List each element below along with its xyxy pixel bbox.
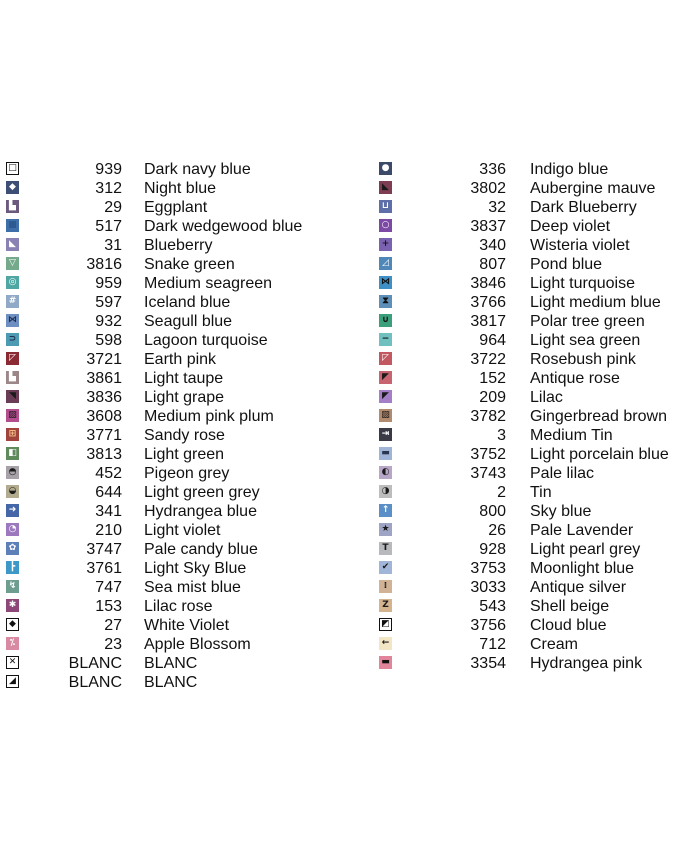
- thread-color-name: BLANC: [144, 674, 198, 691]
- thread-color-name: Indigo blue: [530, 161, 609, 178]
- thread-number: 3354: [470, 655, 506, 672]
- legend-row: [373, 388, 700, 407]
- legend-row: [373, 483, 700, 502]
- legend-row: [373, 502, 700, 521]
- legend-row: [373, 635, 700, 654]
- bar-icon: ▬: [379, 447, 392, 460]
- thread-color-name: Medium pink plum: [144, 408, 274, 425]
- thread-number: 312: [95, 180, 122, 197]
- thread-number: BLANC: [68, 674, 122, 691]
- thread-color-name: Dark navy blue: [144, 161, 251, 178]
- thread-number: 3756: [470, 617, 506, 634]
- thread-color-name: Light Sky Blue: [144, 560, 247, 577]
- thread-number: 800: [479, 503, 506, 520]
- legend-row: [0, 464, 330, 483]
- legend-row: [373, 312, 700, 331]
- corner-wedge-icon: ◢: [6, 675, 19, 688]
- thread-color-name: Shell beige: [530, 598, 610, 615]
- thread-number: 2: [497, 484, 506, 501]
- thread-number: 152: [479, 370, 506, 387]
- corner-block-icon: ▙: [6, 200, 19, 213]
- hatched-square-icon: ▨: [379, 409, 392, 422]
- thread-number: 959: [95, 275, 122, 292]
- minus-icon: −: [379, 333, 392, 346]
- legend-row: [373, 236, 700, 255]
- legend-row: [373, 464, 700, 483]
- swirl-icon: ◔: [6, 523, 19, 536]
- thread-color-name: Dark wedgewood blue: [144, 218, 303, 235]
- thread-number: 3782: [470, 408, 506, 425]
- legend-row: [0, 502, 330, 521]
- thread-number: 597: [95, 294, 122, 311]
- plus-icon: +: [379, 238, 392, 251]
- thread-color-name: Rosebush pink: [530, 351, 636, 368]
- hatched-square-icon: ▨: [6, 409, 19, 422]
- thread-color-name: Iceland blue: [144, 294, 231, 311]
- thread-color-name: Antique silver: [530, 579, 627, 596]
- legend-row: [373, 654, 700, 673]
- legend-row: [0, 540, 330, 559]
- thread-number: 3836: [86, 389, 122, 406]
- half-circle-icon: ◓: [6, 466, 19, 479]
- legend-row: [373, 350, 700, 369]
- thread-color-name: Dark Blueberry: [530, 199, 637, 216]
- legend-row: [373, 540, 700, 559]
- thread-color-name: Pond blue: [530, 256, 603, 273]
- legend-row: [373, 445, 700, 464]
- thread-color-name: Sandy rose: [144, 427, 225, 444]
- thread-color-name: Antique rose: [530, 370, 620, 387]
- half-diagonal-icon: ◥: [6, 390, 19, 403]
- legend-row: [0, 673, 330, 692]
- legend-row: [373, 426, 700, 445]
- thread-number: 928: [479, 541, 506, 558]
- half-moon-icon: ◐: [379, 466, 392, 479]
- thread-color-name: Pale lilac: [530, 465, 595, 482]
- thread-number: 543: [479, 598, 506, 615]
- thread-color-name: Eggplant: [144, 199, 208, 216]
- thread-color-name: Pale candy blue: [144, 541, 258, 558]
- legend-row: [0, 654, 330, 673]
- legend-row: [373, 274, 700, 293]
- legend-row: [373, 578, 700, 597]
- legend-row: [373, 160, 700, 179]
- thread-number: 27: [104, 617, 122, 634]
- horseshoe-icon: ⊃: [6, 333, 19, 346]
- thread-color-name: Sea mist blue: [144, 579, 241, 596]
- thread-number: 964: [479, 332, 506, 349]
- thread-number: 3: [497, 427, 506, 444]
- thread-color-name: Light turquoise: [530, 275, 635, 292]
- legend-column-left: [0, 160, 330, 692]
- thread-color-name: Wisteria violet: [530, 237, 630, 254]
- thread-color-name: Blueberry: [144, 237, 213, 254]
- legend-row: [373, 369, 700, 388]
- star-icon: ★: [379, 523, 392, 536]
- thread-number: 209: [479, 389, 506, 406]
- thread-number: 3747: [86, 541, 122, 558]
- thread-legend: [0, 160, 700, 700]
- thread-color-name: Snake green: [144, 256, 235, 273]
- circle-icon: ●: [379, 162, 392, 175]
- thread-color-name: Light medium blue: [530, 294, 661, 311]
- legend-row: [0, 255, 330, 274]
- legend-row: [0, 160, 330, 179]
- thread-number: 807: [479, 256, 506, 273]
- lilac-diagonal-icon: ◤: [379, 390, 392, 403]
- thread-number: 3033: [470, 579, 506, 596]
- thread-color-name: Hydrangea blue: [144, 503, 257, 520]
- thread-color-name: Light sea green: [530, 332, 641, 349]
- thread-number: 341: [95, 503, 122, 520]
- check-icon: ✔: [379, 561, 392, 574]
- square-icon: ■: [6, 219, 19, 232]
- bowtie-icon: ⋈: [8, 315, 17, 325]
- legend-row: [0, 426, 330, 445]
- thread-number: 32: [488, 199, 506, 216]
- thread-number: 31: [104, 237, 122, 254]
- legend-row: [373, 217, 700, 236]
- cup-icon: ∪: [379, 314, 392, 327]
- thread-number: 336: [479, 161, 506, 178]
- thread-color-name: Seagull blue: [144, 313, 233, 330]
- dots-icon: ⁞: [379, 580, 392, 593]
- thread-number: 3753: [470, 560, 506, 577]
- arrow-left-icon: ←: [379, 637, 392, 650]
- thread-color-name: Light green grey: [144, 484, 260, 501]
- legend-row: [0, 407, 330, 426]
- thread-number: 3761: [86, 560, 122, 577]
- thread-number: 712: [479, 636, 506, 653]
- empty-square-icon: □: [6, 162, 19, 175]
- thread-number: 452: [95, 465, 122, 482]
- thread-number: 340: [479, 237, 506, 254]
- thread-color-name: Pale Lavender: [530, 522, 634, 539]
- legend-column-right: [373, 160, 700, 673]
- thread-number: 210: [95, 522, 122, 539]
- legend-row: [0, 217, 330, 236]
- legend-row: [373, 179, 700, 198]
- split-square-icon: ◧: [6, 447, 19, 460]
- thread-number: 3802: [470, 180, 506, 197]
- thread-color-name: Deep violet: [530, 218, 611, 235]
- thread-color-name: Light violet: [144, 522, 221, 539]
- legend-row: [0, 293, 330, 312]
- thread-color-name: White Violet: [144, 617, 230, 634]
- flower-icon: ✿: [6, 542, 19, 555]
- thread-color-name: Aubergine mauve: [530, 180, 656, 197]
- z-icon: Z: [379, 599, 392, 612]
- thread-color-name: Polar tree green: [530, 313, 645, 330]
- t-icon: T: [379, 542, 392, 555]
- thread-color-name: BLANC: [144, 655, 198, 672]
- legend-row: [0, 635, 330, 654]
- thread-color-name: Light green: [144, 446, 225, 463]
- t-bar-icon: ┣: [6, 561, 19, 574]
- thread-color-name: Lilac: [530, 389, 563, 406]
- thread-number: 23: [104, 636, 122, 653]
- thread-number: 3721: [86, 351, 122, 368]
- thread-color-name: Apple Blossom: [144, 636, 251, 653]
- thread-number: 3861: [86, 370, 122, 387]
- corner-triangle-icon: ◸: [6, 352, 19, 365]
- legend-row: [373, 597, 700, 616]
- thread-number: 29: [104, 199, 122, 216]
- thread-color-name: Lilac rose: [144, 598, 213, 615]
- diamond-icon: ◆: [6, 181, 19, 194]
- bottom-half-circle-icon: ◒: [6, 485, 19, 498]
- thread-number: BLANC: [68, 655, 122, 672]
- cross-icon: ✕: [6, 656, 19, 669]
- down-triangle-icon: ▽: [6, 257, 19, 270]
- legend-row: [373, 255, 700, 274]
- ring-icon: ○: [379, 219, 392, 232]
- legend-row: [0, 483, 330, 502]
- thread-number: 3816: [86, 256, 122, 273]
- thread-color-name: Hydrangea pink: [530, 655, 643, 672]
- legend-row: [0, 179, 330, 198]
- thread-number: 747: [95, 579, 122, 596]
- legend-row: [0, 236, 330, 255]
- legend-row: [0, 521, 330, 540]
- plus-box-icon: ⊞: [6, 428, 19, 441]
- thread-number: 517: [95, 218, 122, 235]
- thread-number: 939: [95, 161, 122, 178]
- thread-number: 3752: [470, 446, 506, 463]
- legend-row: [0, 616, 330, 635]
- corner-triangle-icon: ◸: [379, 352, 392, 365]
- thread-number: 3743: [470, 465, 506, 482]
- hourglass-icon: ⧗: [379, 295, 392, 308]
- legend-row: [373, 559, 700, 578]
- thread-number: 3771: [86, 427, 122, 444]
- double-stroke-icon: ⁒: [6, 637, 19, 650]
- thread-color-name: Light grape: [144, 389, 225, 406]
- thread-color-name: Tin: [530, 484, 552, 501]
- legend-row: [373, 407, 700, 426]
- thread-number: 3722: [470, 351, 506, 368]
- hash-icon: #: [6, 295, 19, 308]
- legend-row: [0, 198, 330, 217]
- thread-number: 598: [95, 332, 122, 349]
- thread-color-name: Sky blue: [530, 503, 592, 520]
- thread-color-name: Gingerbread brown: [530, 408, 667, 425]
- thread-number: 26: [488, 522, 506, 539]
- zigzag-icon: ↯: [6, 580, 19, 593]
- legend-row: [0, 350, 330, 369]
- thread-color-name: Night blue: [144, 180, 217, 197]
- legend-row: [0, 331, 330, 350]
- thread-color-name: Light taupe: [144, 370, 224, 387]
- thread-number: 3608: [86, 408, 122, 425]
- legend-row: [0, 559, 330, 578]
- thread-number: 153: [95, 598, 122, 615]
- legend-row: [373, 293, 700, 312]
- slash-triangle-icon: ◿: [379, 257, 392, 270]
- diagonal-split-icon: ◩: [379, 618, 392, 631]
- half-diagonal-icon: ◤: [379, 371, 392, 384]
- thread-number: 3813: [86, 446, 122, 463]
- legend-row: [0, 369, 330, 388]
- corner-block-icon: ▙: [6, 371, 19, 384]
- legend-row: [0, 445, 330, 464]
- thread-color-name: Earth pink: [144, 351, 217, 368]
- bowtie-icon: ⋈: [381, 277, 390, 287]
- thread-color-name: Lagoon turquoise: [144, 332, 268, 349]
- triangle-icon: ◣: [6, 238, 19, 251]
- legend-row: [373, 521, 700, 540]
- thread-number: 3766: [470, 294, 506, 311]
- triangle-icon: ◣: [379, 181, 392, 194]
- legend-row: [373, 616, 700, 635]
- legend-row: [0, 578, 330, 597]
- legend-row: [0, 597, 330, 616]
- cup-box-icon: ⊔: [379, 200, 392, 213]
- thread-number: 3817: [470, 313, 506, 330]
- thread-number: 3837: [470, 218, 506, 235]
- bar-icon: ▬: [379, 656, 392, 669]
- legend-row: [373, 198, 700, 217]
- black-diamond-icon: ◆: [6, 618, 19, 631]
- legend-row: [0, 388, 330, 407]
- legend-row: [0, 312, 330, 331]
- thread-color-name: Cloud blue: [530, 617, 607, 634]
- thread-color-name: Medium Tin: [530, 427, 613, 444]
- arrow-right-icon: ➜: [6, 504, 19, 517]
- thread-color-name: Pigeon grey: [144, 465, 230, 482]
- legend-row: [373, 331, 700, 350]
- legend-row: [0, 274, 330, 293]
- star-box-icon: ✱: [6, 599, 19, 612]
- thread-number: 3846: [470, 275, 506, 292]
- thread-color-name: Light porcelain blue: [530, 446, 669, 463]
- thread-color-name: Cream: [530, 636, 579, 653]
- thread-number: 932: [95, 313, 122, 330]
- arrow-up-icon: ↑: [379, 504, 392, 517]
- thread-color-name: Light pearl grey: [530, 541, 641, 558]
- arrow-box-icon: ⇥: [379, 428, 392, 441]
- target-icon: ◎: [6, 276, 19, 289]
- thread-color-name: Moonlight blue: [530, 560, 635, 577]
- half-moon-dark-icon: ◑: [379, 485, 392, 498]
- thread-number: 644: [95, 484, 122, 501]
- thread-color-name: Medium seagreen: [144, 275, 273, 292]
